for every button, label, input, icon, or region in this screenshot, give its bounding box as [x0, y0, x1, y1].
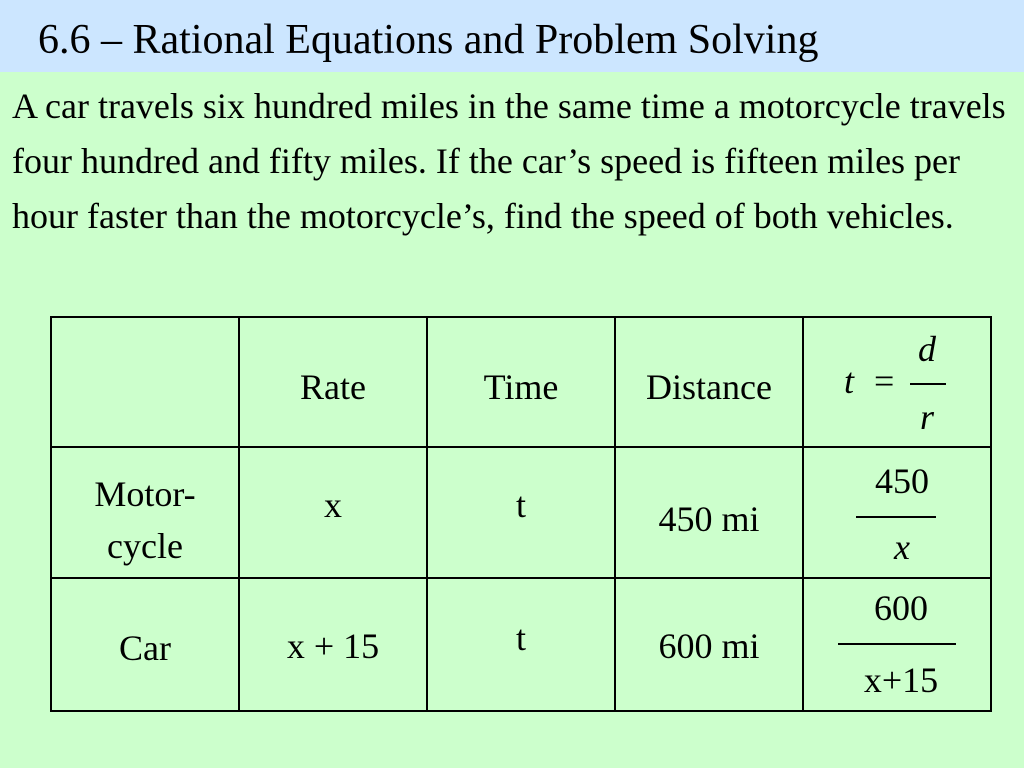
formula-numerator: d: [918, 329, 936, 369]
header-distance: [615, 317, 803, 447]
table-header-row: [51, 317, 991, 447]
formula-fraction-bar: [910, 383, 946, 385]
motorcycle-time-expression: [803, 447, 991, 578]
row-label-car: [51, 578, 239, 711]
header-rate: [239, 317, 427, 447]
fraction-600-over-x-plus-15: [804, 579, 990, 712]
fraction-450-over-x: [804, 448, 990, 579]
rate-time-distance-table: [50, 316, 992, 712]
motorcycle-rate: [239, 447, 427, 578]
header-time-label: Time: [483, 367, 559, 407]
car-rate-value: x + 15: [286, 626, 380, 666]
formula-equals: =: [874, 361, 895, 401]
motorcycle-time-value: t: [515, 485, 526, 525]
car-time-expression: [803, 578, 991, 711]
fraction-denominator: x: [894, 527, 910, 567]
motorcycle-rate-value: x: [324, 485, 342, 525]
row-label-line1: Motor-: [94, 474, 196, 514]
slide-title: 6.6 – Rational Equations and Problem Solving: [38, 17, 819, 63]
header-blank-cell: [51, 317, 239, 447]
table-row: [51, 578, 991, 711]
title-bar: [0, 0, 1024, 72]
formula-lhs: t: [844, 361, 855, 401]
row-label: Car: [119, 628, 171, 668]
formula-denominator: r: [920, 397, 935, 437]
fraction-bar: [838, 643, 956, 645]
fraction-numerator: 450: [875, 461, 929, 501]
motorcycle-distance-value: 450 mi: [658, 499, 760, 539]
table-row: [51, 447, 991, 578]
car-distance-value: 600 mi: [658, 626, 760, 666]
car-rate: [239, 578, 427, 711]
header-time: [427, 317, 615, 447]
row-label-motorcycle: [51, 447, 239, 578]
car-time-value: t: [515, 618, 526, 658]
motorcycle-time: [427, 447, 615, 578]
fraction-bar: [856, 516, 936, 518]
row-label-line2: cycle: [107, 526, 183, 566]
fraction-numerator: 600: [874, 588, 928, 628]
problem-statement: A car travels six hundred miles in the same time a motorcycle travels four hundred and fifty miles. If the car’s speed is fifteen miles per hour faster than the motorcycle’s, find the speed of both vehicles.: [12, 86, 1006, 236]
motorcycle-distance: [615, 447, 803, 578]
fraction-denominator: x+15: [863, 660, 939, 700]
car-time: [427, 578, 615, 711]
header-formula: [803, 317, 991, 447]
header-distance-label: Distance: [646, 367, 772, 407]
car-distance: [615, 578, 803, 711]
header-rate-label: Rate: [300, 367, 366, 407]
